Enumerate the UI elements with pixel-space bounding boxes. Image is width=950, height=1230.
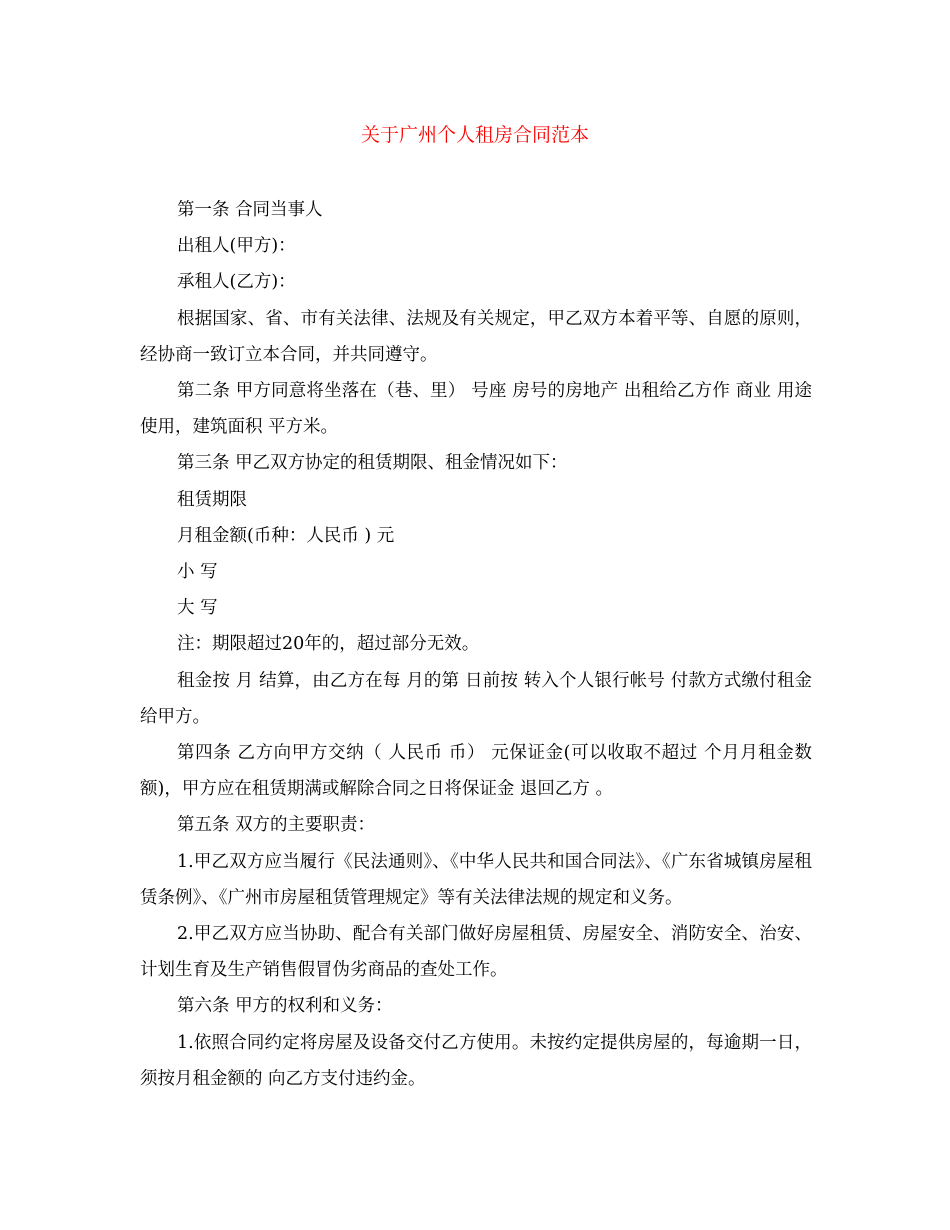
- preamble-paragraph: 根据国家、省、市有关法律、法规及有关规定，甲乙双方本着平等、自愿的原则，经协商一致订立本合同，并共同遵守。: [140, 308, 812, 365]
- rent-payment-paragraph: 租金按 月 结算，由乙方在每 月的第 日前按 转入个人银行帐号 付款方式缴付租金给甲方。: [140, 670, 812, 727]
- clause-1-heading: 第一条 合同当事人: [177, 200, 323, 220]
- lessee-line: 承租人(乙方)：: [177, 272, 296, 293]
- document-body: [140, 192, 812, 1097]
- clause-5-heading: 第五条 双方的主要职责：: [177, 815, 376, 836]
- clause-5-item-1: 1.甲乙双方应当履行《民法通则》、《中华人民共和国合同法》、《广东省城镇房屋租赁条例》、《广州市房屋租赁管理规定》等有关法律法规的规定和义务。: [140, 851, 812, 908]
- clause-4-paragraph: 第四条 乙方向甲方交纳（ 人民币 币） 元保证金(可以收取不超过 个月月租金数额)，甲方应在租赁期满或解除合同之日将保证金 退回乙方 。: [140, 743, 812, 800]
- lessor-line: 出租人(甲方)：: [177, 236, 296, 257]
- clause-3-heading: 第三条 甲乙双方协定的租赁期限、租金情况如下：: [177, 453, 568, 474]
- amount-lowercase-line: 小 写: [177, 562, 218, 583]
- clause-2-paragraph: 第二条 甲方同意将坐落在（巷、里） 号座 房号的房地产 出租给乙方作 商业 用途使用，建筑面积 平方米。: [140, 381, 812, 438]
- document-title: 关于广州个人租房合同范本: [360, 124, 589, 146]
- clause-6-heading: 第六条 甲方的权利和义务：: [177, 996, 393, 1017]
- clause-5-item-2: 2.甲乙双方应当协助、配合有关部门做好房屋租赁、房屋安全、消防安全、治安、计划生育及生产销售假冒伪劣商品的查处工作。: [140, 924, 812, 981]
- term-note-line: 注：期限超过20年的，超过部分无效。: [177, 634, 480, 655]
- lease-term-line: 租赁期限: [177, 489, 247, 510]
- monthly-rent-line: 月租金额(币种：人民币 ) 元: [177, 525, 395, 546]
- amount-uppercase-line: 大 写: [177, 598, 218, 619]
- clause-6-item-1: 1.依照合同约定将房屋及设备交付乙方使用。未按约定提供房屋的，每逾期一日，须按月租金额的 向乙方支付违约金。: [140, 1032, 812, 1089]
